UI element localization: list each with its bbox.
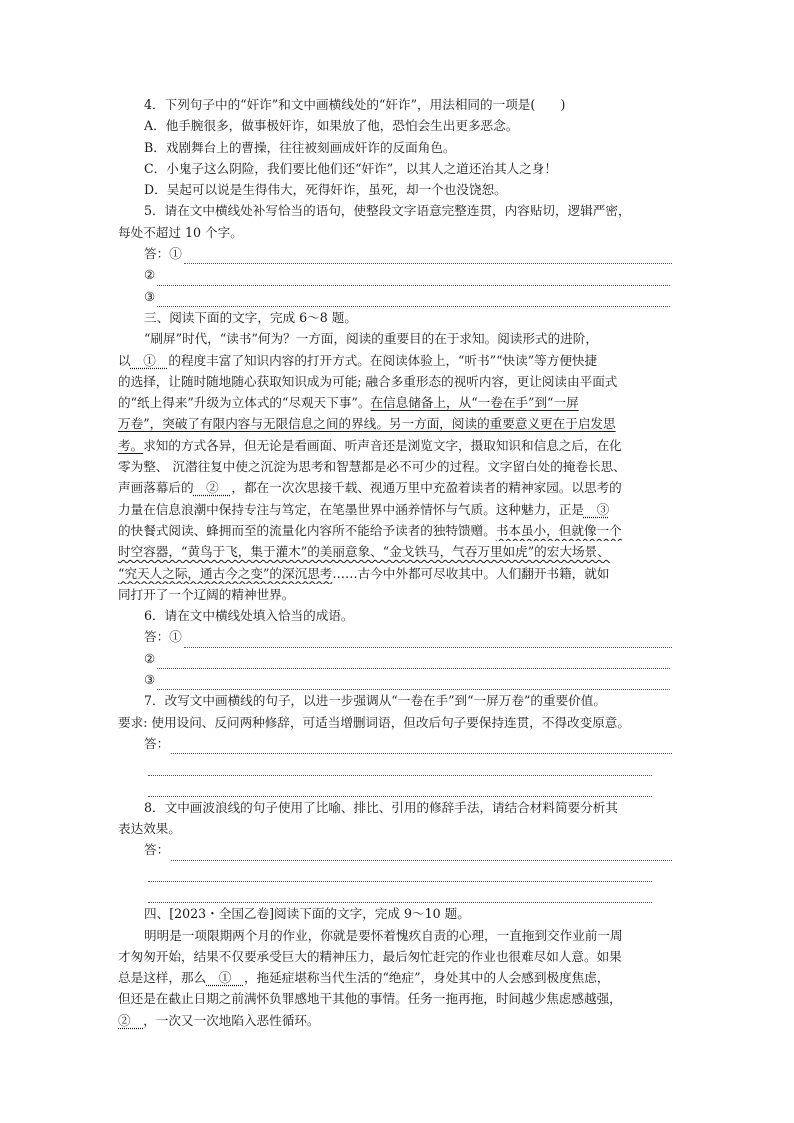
answer-blank-line[interactable] xyxy=(184,251,672,264)
answer-blank-line[interactable] xyxy=(171,741,672,754)
q6-answer-1[interactable] xyxy=(118,626,678,647)
text: 的快餐式阅读、蜂拥而至的流量化内容所不能给予读者的独特馈赠。 xyxy=(118,522,496,538)
text: 以 xyxy=(118,352,131,368)
q7-stem-line1: 7．改写文中画横线的句子，以进一步强调从“一卷在手”到“一屏万卷”的重要价值。 xyxy=(144,693,606,709)
answer-blank-line[interactable] xyxy=(148,890,652,903)
underlined-sentence: 在信息储备上，从“一卷在手”到“一屏 xyxy=(370,395,579,411)
q8-answer-label: 答： xyxy=(144,842,170,858)
passage3-line-6 xyxy=(118,435,678,456)
q8-stem-line2: 表达效果。 xyxy=(118,821,181,837)
q7-stem-line2: 要求: 使用设问、反问两种修辞，可适当增删词语，但改后句子要保持连贯，不得改变原意。 xyxy=(118,714,630,730)
text: ，都在一次次思接千载、视通万里中充盈着读者的精神家园。以思考的 xyxy=(231,480,622,496)
answer-blank-line[interactable] xyxy=(184,635,672,648)
passage3-line-2 xyxy=(118,350,678,371)
answer-blank-line[interactable] xyxy=(148,763,652,776)
q7-answer-line-3[interactable] xyxy=(118,776,678,797)
passage3-line-9 xyxy=(118,499,678,520)
passage4-line-2: 才匆匆开始，结果不仅要承受巨大的精神压力，最后匆忙赶完的作业也很难尽如人意。如果 xyxy=(118,948,622,964)
q6-stem: 6．请在文中横线处填入恰当的成语。 xyxy=(144,608,354,624)
text: 力量在信息浪潮中保持专注与笃定，在笔墨世界中涵养情怀与气质。这种魅力，正是 xyxy=(118,501,584,517)
blank-1: ① xyxy=(130,352,169,368)
passage3-line-3: 的选择，让随时随地随心获取知识成为可能; 融合多重形态的视听内容，更让阅读由平面式 xyxy=(118,373,618,389)
answer-blank-line[interactable] xyxy=(148,869,652,882)
blank-2: ② xyxy=(193,480,232,496)
section3-heading: 三、阅读下面的文字，完成 6～8 题。 xyxy=(144,309,357,325)
passage3-line-12 xyxy=(118,563,678,584)
q6-answer-2[interactable] xyxy=(118,648,678,669)
passage3-line-5 xyxy=(118,413,678,434)
blank-2: ② xyxy=(118,1012,144,1028)
passage3-line-8 xyxy=(118,477,678,498)
blank-3: ③ xyxy=(583,501,610,517)
answer-blank-line[interactable] xyxy=(157,656,670,669)
answer-blank-line[interactable] xyxy=(171,848,672,861)
q6-answer-3[interactable] xyxy=(118,669,678,690)
blank-1: ① xyxy=(206,970,244,986)
passage4-line-4: 但还是在截止日期之前满怀负罪感地干其他的事情。任务一拖再拖，时间越少焦虑感越强， xyxy=(118,991,622,1007)
q4-option-c: C．小鬼子这么阴险，我们要比他们还“奸诈”，以其人之道还治其人之身！ xyxy=(144,160,557,176)
answer-blank-line[interactable] xyxy=(157,677,670,690)
answer-blank-line[interactable] xyxy=(157,273,670,286)
q8-answer-line-2[interactable] xyxy=(118,861,678,882)
q4-option-b: B．戏剧舞台上的曹操，往往被刻画成奸诈的反面角色。 xyxy=(144,139,456,155)
passage3-line-13: 同打开了一个辽阔的精神世界。 xyxy=(118,586,295,602)
q7-answer[interactable] xyxy=(118,733,678,754)
q4-stem: 4．下列句子中的“奸诈”和文中画横线处的“奸诈”，用法相同的一项是( ) xyxy=(144,97,566,112)
q8-answer-line-3[interactable] xyxy=(118,882,678,903)
q8-answer[interactable] xyxy=(118,839,678,860)
text: ……古今中外都可尽收其中。人们翻开书籍，就如 xyxy=(332,565,610,581)
passage4-line-5 xyxy=(118,1010,678,1031)
wavy-sentence: 书本虽小，但就像一个 xyxy=(495,522,622,538)
passage4-line-1: 明明是一项限期两个月的作业，你就是要怀着愧疚自责的心理，一直拖到交作业前一周 xyxy=(144,927,623,943)
wavy-sentence: 时空容器，“黄鸟于飞，集于灌木”的美丽意象、“金戈铁马，气吞万里如虎”的宏大场景、 xyxy=(118,544,610,560)
passage3-line-10 xyxy=(118,520,678,541)
passage3-line-11 xyxy=(118,541,678,562)
underlined-sentence: 考。 xyxy=(118,437,144,453)
text: 的程度丰富了知识内容的打开方式。在阅读体验上，“听书”“快读”等方便快捷 xyxy=(168,352,598,368)
q5-blank-3-label: ③ xyxy=(144,288,156,304)
wavy-sentence: “究天人之际，通古今之变”的深沉思考 xyxy=(118,565,333,581)
section4-heading: 四、[2023・全国乙卷]阅读下面的文字，完成 9～10 题。 xyxy=(144,906,470,922)
q5-answer-label: 答：① xyxy=(144,246,182,262)
passage3-line-1: “刷屏”时代，“读书”何为？一方面，阅读的重要目的在于求知。阅读形式的进阶， xyxy=(144,331,598,347)
q8-stem-line1: 8．文中画波浪线的句子使用了比喻、排比、引用的修辞手法，请结合材料简要分析其 xyxy=(144,799,618,815)
text: 声画落幕后的 xyxy=(118,480,194,496)
text: ，拖延症堪称当代生活的“绝症”，身处其中的人会感到极度焦虑， xyxy=(243,970,610,986)
passage3-line-4 xyxy=(118,392,678,413)
q4-option-a: A．他手腕很多，做事极奸诈，如果放了他，恐怕会生出更多恶念。 xyxy=(144,118,519,134)
text: 的“纸上得来”升级为立体式的“尽观天下事”。 xyxy=(118,395,371,411)
q6-answer-label: 答：① xyxy=(144,629,182,645)
answer-blank-line[interactable] xyxy=(157,294,670,307)
passage4-line-3 xyxy=(118,967,678,988)
text: 求知的方式各异，但无论是看画面、听声音还是浏览文字，摄取知识和信息之后，在化 xyxy=(143,437,622,453)
underlined-sentence: 万卷”，突破了有限内容与无限信息之间的界线。另一方面，阅读的重要意义更在于启发思 xyxy=(118,416,616,432)
exam-page xyxy=(118,94,678,1031)
text: ，一次又一次地陷入恶性循环。 xyxy=(143,1012,320,1028)
q7-answer-line-2[interactable] xyxy=(118,754,678,775)
q5-answer-2[interactable] xyxy=(118,264,678,285)
q5-stem-line2: 每处不超过 10 个字。 xyxy=(118,224,243,240)
q7-answer-label: 答： xyxy=(144,735,170,751)
q5-blank-2-label: ② xyxy=(144,267,156,283)
text: 总是这样，那么 xyxy=(118,970,207,986)
q4-option-d: D．吴起可以说是生得伟大，死得奸诈，虽死，却一个也没饶恕。 xyxy=(144,182,507,198)
q6-blank-2-label: ② xyxy=(144,650,156,666)
passage3-line-7: 零为整、 沉潜往复中使之沉淀为思考和智慧都是必不可少的过程。文字留白处的掩卷长思、 xyxy=(118,459,626,475)
q6-blank-3-label: ③ xyxy=(144,672,156,688)
q5-answer-1[interactable] xyxy=(118,243,678,264)
answer-blank-line[interactable] xyxy=(148,784,652,797)
q5-answer-3[interactable] xyxy=(118,286,678,307)
q5-stem-line1: 5．请在文中横线处补写恰当的语句，使整段文字语意完整连贯，内容贴切，逻辑严密， xyxy=(144,203,631,219)
